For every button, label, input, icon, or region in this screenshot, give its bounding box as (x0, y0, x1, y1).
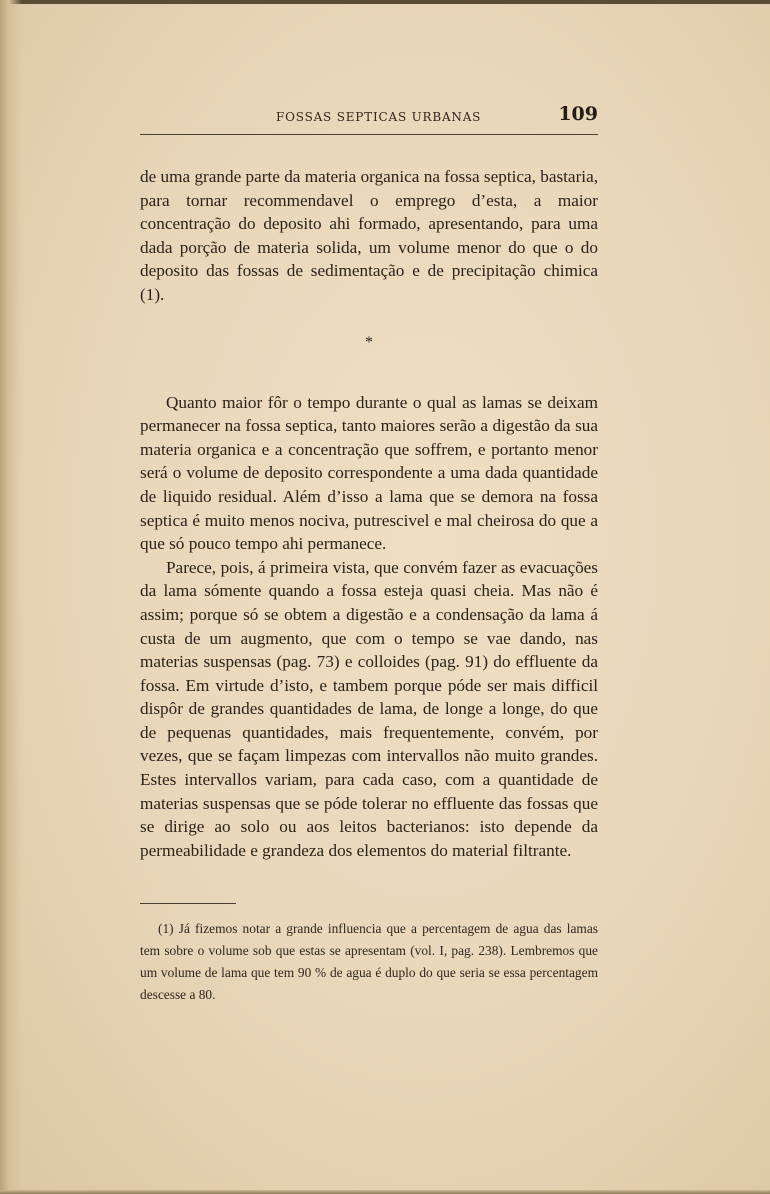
header-rule (140, 134, 598, 135)
footnote-rule (140, 903, 236, 904)
page-top-edge (0, 0, 770, 4)
paragraph-3: Parece, pois, á primeira vista, que convém fazer as evacuações da lama sómente quando a fossa esteja quasi cheia. Mas não é assim; porque só se obtem a digestão e a condensação da lama á custa de um augmento, que com o tempo se vae dando, nas materias suspensas (pag. 73) e colloides (pag. 91) do effluente da fossa. Em virtude d’isto, e tambem porque póde ser mais difficil dispôr de grandes quantidades de lama, de longe a longe, do que de pequenas quantidades, mais frequentemente, convém, por vezes, que se façam limpezas com intervallos não muito grandes. Estes intervallos variam, para cada caso, com a quantidade de materias suspensas que se póde tolerar no effluente das fossas que se dirige ao solo ou aos leitos bacterianos: isto depende da permeabilidade e grandeza dos elementos do material filtrante. (140, 557, 598, 860)
page-bottom-edge (0, 1190, 770, 1194)
paragraph-1: de uma grande parte da materia organica na fossa septica, bastaria, para tornar recommendavel o emprego d’esta, a maior concentração do deposito ahi formado, apresentando, para uma dada porção de materia solida, um volume menor do que o do deposito das fossas de sedimentação e de precipitação chimica (1). (140, 167, 598, 304)
paragraph-2: Quanto maior fôr o tempo durante o qual as lamas se deixam permanecer na fossa septica, tanto maiores serão a digestão da sua materia organica e a concentração que soffrem, e portanto menor será o volume de deposito correspondente a uma dada quantidade de liquido residual. Além d’isso a lama que se demora na fossa septica é muito menos nociva, putrescivel e mal cheirosa do que a que só pouco tempo ahi permanece. (140, 392, 598, 554)
binding-shadow (0, 0, 22, 1194)
page-header (140, 100, 598, 132)
page-number: 109 (558, 103, 598, 125)
body-text (140, 165, 598, 862)
running-title: FOSSAS SEPTICAS URBANAS (276, 110, 482, 124)
footnote: (1) Já fizemos notar a grande influencia que a percentagem de agua das lamas tem sobre o volume sob que estas se apresentam (vol. I, pag. 238). Lembremos que um volume de lama que tem 90 % de agua é duplo do que seria se essa percentagem descesse a 80. (140, 921, 598, 1002)
section-break-asterism: * (365, 333, 373, 351)
